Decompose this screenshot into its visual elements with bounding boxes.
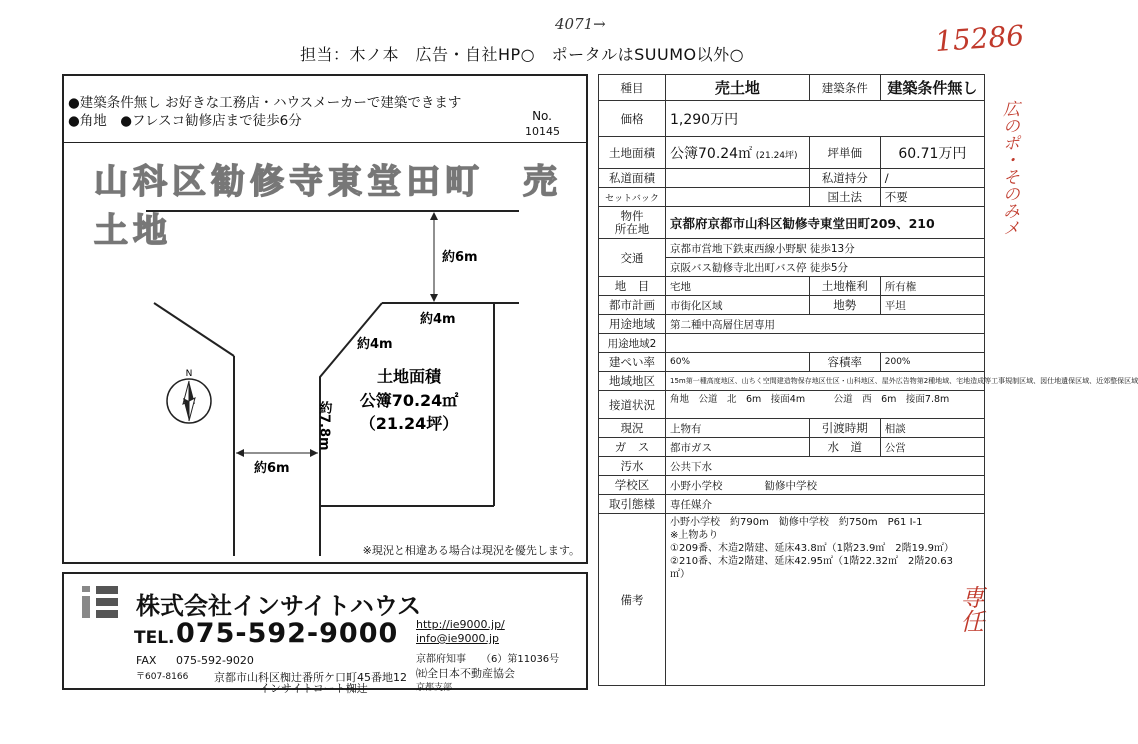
postal-code: 〒607-8166 (136, 672, 189, 682)
coverage-label: 建ぺい率 (599, 353, 666, 372)
fax-label: FAX (136, 654, 157, 667)
land-cat-value: 宅地 (666, 277, 810, 296)
side-length: 約7.8m (316, 401, 332, 451)
area-label: 土地面積 (376, 367, 442, 386)
location-value: 京都府京都市山科区勧修寺東堂田町209、210 (666, 207, 985, 239)
cond-label: 建築条件 (809, 75, 880, 101)
west-road-width: 約6m (254, 461, 290, 476)
zoning2-label: 用途地域2 (599, 334, 666, 353)
district-value: 15m第一種高度地区、山ちく空間建造物保存地区仕区・山科地区、屋外広告物第2種地域、宅地造成等工事規制区域、図仕地遺保区域、近郊整保区域 (666, 372, 985, 391)
company-building: インサイトコート椥辻 (259, 682, 368, 695)
price-label: 価格 (599, 101, 666, 137)
company-panel (62, 572, 588, 695)
divider (64, 142, 586, 143)
coverage-value: 60% (666, 353, 810, 372)
zoning-label: 用途地域 (599, 315, 666, 334)
land-right-value: 所有権 (880, 277, 984, 296)
city-plan-value: 市街化区域 (666, 296, 810, 315)
school-cell (666, 476, 985, 495)
transport-line-2: 京阪バス勧修寺北出町バス停 徒歩5分 (666, 258, 985, 277)
water-value: 公営 (880, 438, 984, 457)
gas-label: ガ ス (599, 438, 666, 457)
current-value: 上物有 (666, 419, 810, 438)
access-label: 接道状況 (599, 391, 666, 419)
far-label: 容積率 (809, 353, 880, 372)
land-right-label: 土地権利 (809, 277, 880, 296)
far-value: 200% (880, 353, 984, 372)
price-value: 1,290万円 (666, 101, 985, 137)
cond-value: 建築条件無し (880, 75, 984, 101)
doc-number-label: No. (532, 109, 552, 123)
area-value: 公簿70.24㎡ (359, 391, 459, 410)
corner-cut: 約4m (357, 337, 393, 352)
remarks-cell (666, 514, 985, 686)
remarks-line: ㎡） (670, 569, 690, 580)
access-value: 角地 公道 北 6m 接面4m 公道 西 6m 接面7.8m (666, 391, 985, 419)
city-plan-label: 都市計画 (599, 296, 666, 315)
location-label: 物件 所在地 (599, 207, 666, 239)
deal-label: 取引態様 (599, 495, 666, 514)
handwritten-stamp: 専任 (956, 585, 984, 633)
handwritten-number: 15286 (933, 18, 1026, 59)
north-road-width: 約6m (442, 250, 478, 265)
feature-line-2: ●角地 ●フレスコ勧修店まで徒歩6分 (68, 113, 302, 129)
license-number: 京都府知事 （6）第11036号 (416, 654, 560, 665)
assignment-header: 担当：木ノ本 広告・自社HP○ ポータルはSUUMO以外○ (300, 45, 745, 64)
company-address: 京都市山科区椥辻番所ケ口町45番地12 (214, 671, 407, 684)
junior-high-school: 勧修中学校 (764, 479, 817, 492)
setback-label: セットバック (599, 188, 666, 207)
handover-value: 相談 (880, 419, 984, 438)
area-label: 土地面積 (599, 137, 666, 169)
private-share-value: / (880, 169, 984, 188)
lot-map (64, 196, 586, 556)
area-cell (666, 137, 810, 169)
handwritten-right-note: 広のポ・そのみメ (999, 100, 1019, 236)
tel-number: 075-592-9000 (176, 618, 399, 649)
remarks-label: 備考 (599, 514, 666, 686)
national-law-value: 不要 (880, 188, 984, 207)
private-road-label: 私道面積 (599, 169, 666, 188)
company-logo-icon (82, 584, 120, 620)
unit-price-value: 60.71万円 (880, 137, 984, 169)
fax-number: 075-592-9020 (176, 654, 254, 667)
sewage-label: 汚水 (599, 457, 666, 476)
company-name: 株式会社インサイトハウス (136, 592, 422, 620)
tel-label: TEL. (134, 628, 175, 648)
remarks-line: ※上物あり (670, 530, 719, 541)
elementary-school: 小野小学校 (670, 479, 723, 492)
page-title: 山科区勧修寺東堂田町 売土地 (94, 162, 562, 251)
north-arrow-icon (167, 379, 211, 423)
handover-label: 引渡時期 (809, 419, 880, 438)
gas-value: 都市ガス (666, 438, 810, 457)
handwritten-top-note: 4071→ (555, 15, 606, 33)
north-mark-label: N (185, 369, 193, 379)
area-tsubo: (21.24坪) (755, 150, 798, 161)
transport-line-1: 京都市営地下鉄東西線小野駅 徒歩13分 (666, 239, 985, 258)
association-branch: 京都支部 (416, 683, 453, 693)
unit-price-label: 坪単価 (809, 137, 880, 169)
remarks-line: ①209番、木造2階建、延床43.8㎡（1階23.9㎡ 2階19.9㎡） (670, 543, 954, 554)
private-road-value (666, 169, 810, 188)
feature-line-1: ●建築条件無し お好きな工務店・ハウスメーカーで建築できます (68, 95, 462, 111)
association: ㈳全日本不動産協会 (416, 667, 515, 680)
land-cat-label: 地 目 (599, 277, 666, 296)
remarks-line: ②210番、木造2階建、延床42.95㎡（1階22.32㎡ 2階20.63 (670, 556, 954, 567)
type-value: 売土地 (666, 75, 810, 101)
zoning2-value (666, 334, 985, 353)
transport-label: 交通 (599, 239, 666, 277)
company-url-link[interactable]: http://ie9000.jp/ (416, 618, 505, 631)
national-law-label: 国土法 (809, 188, 880, 207)
disclaimer-note: ※現況と相違ある場合は現況を優先します。 (362, 544, 580, 557)
doc-number: 10145 (525, 125, 560, 138)
remarks-line: 小野小学校 約790m 勧修中学校 約750m P61 I-1 (670, 517, 923, 528)
west-road-edge-upper (154, 303, 234, 356)
school-label: 学校区 (599, 476, 666, 495)
current-label: 現況 (599, 419, 666, 438)
water-label: 水 道 (809, 438, 880, 457)
area-tsubo: （21.24坪） (359, 414, 459, 433)
sewage-value: 公共下水 (666, 457, 985, 476)
deal-value: 専任媒介 (666, 495, 985, 514)
terrain-value: 平坦 (880, 296, 984, 315)
type-label: 種目 (599, 75, 666, 101)
frontage-top: 約4m (420, 312, 456, 327)
private-share-label: 私道持分 (809, 169, 880, 188)
terrain-label: 地勢 (809, 296, 880, 315)
setback-value (666, 188, 810, 207)
district-label: 地域地区 (599, 372, 666, 391)
property-map-panel (62, 74, 588, 564)
company-email-link[interactable]: info@ie9000.jp (416, 632, 499, 645)
area-value: 公簿70.24㎡ (670, 145, 753, 162)
zoning-value: 第二種中高層住居専用 (666, 315, 985, 334)
